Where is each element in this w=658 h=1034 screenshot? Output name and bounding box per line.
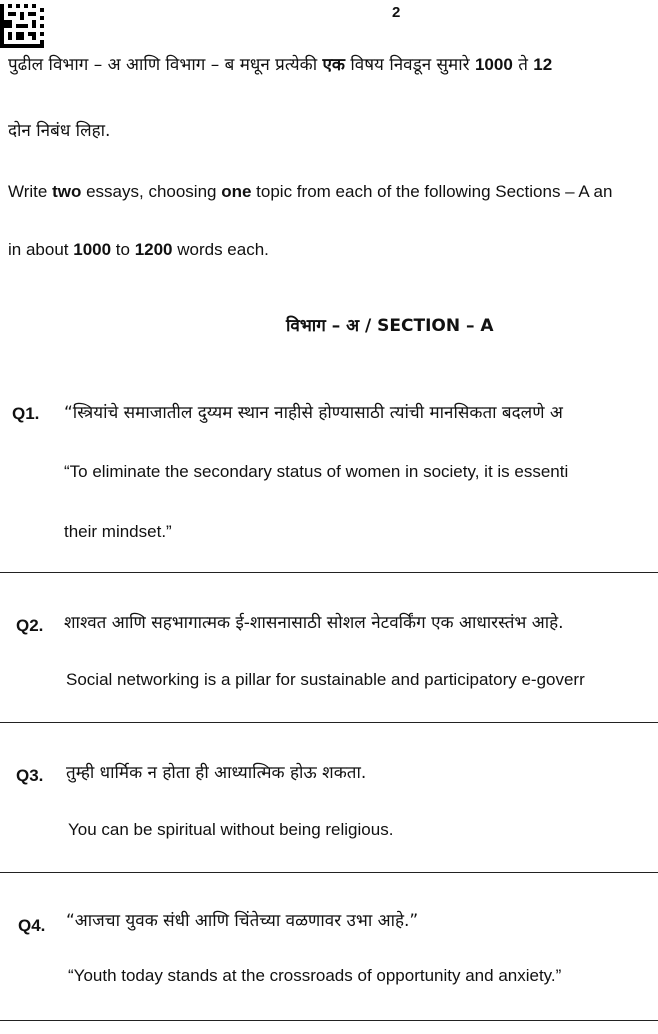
divider <box>0 572 658 573</box>
divider <box>0 722 658 723</box>
question-q4-marathi: “आजचा युवक संधी आणि चिंतेच्या वळणावर उभा आहे.” <box>66 911 419 931</box>
question-q3-english-line-1: You can be spiritual without being religious. <box>68 820 394 839</box>
question-q4-english-line-1: “Youth today stands at the crossroads of opportunity and anxiety.” <box>68 966 562 985</box>
question-q1-marathi: “स्त्रियांचे समाजातील दुय्यम स्थान नाहीसे होण्यासाठी त्यांची मानसिकता बदलणे अ <box>64 403 563 423</box>
question-q3-marathi: तुम्ही धार्मिक न होता ही आध्यात्मिक होऊ शकता. <box>66 763 367 783</box>
question-label-q3: Q3. <box>16 766 44 785</box>
instruction-marathi-line-2: दोन निबंध लिहा. <box>8 121 111 141</box>
question-label-q4: Q4. <box>18 916 46 935</box>
divider <box>0 872 658 873</box>
question-label-q1: Q1. <box>12 404 40 423</box>
question-q1-english-line-1: “To eliminate the secondary status of women in society, it is essenti <box>64 462 569 481</box>
divider <box>0 1020 658 1021</box>
instruction-marathi-line-1: पुढील विभाग – अ आणि विभाग – ब मधून प्रत्येकी एक विषय निवडून सुमारे 1000 ते 12 <box>8 55 553 75</box>
question-label-q2: Q2. <box>16 616 44 635</box>
question-q2-marathi: शाश्वत आणि सहभागात्मक ई-शासनासाठी सोशल नेटवर्किंग एक आधारस्तंभ आहे. <box>64 613 564 633</box>
question-q2-english-line-1: Social networking is a pillar for sustainable and participatory e-goverr <box>66 670 585 689</box>
instruction-english-line-1: Write two essays, choosing one topic from each of the following Sections – A an <box>8 182 613 201</box>
page-number: 2 <box>392 4 401 21</box>
barcode-icon <box>0 4 44 48</box>
instruction-english-line-2: in about 1000 to 1200 words each. <box>8 240 269 259</box>
section-heading: विभाग – अ / SECTION – A <box>286 316 494 336</box>
question-q1-english-line-2: their mindset.” <box>64 522 172 541</box>
